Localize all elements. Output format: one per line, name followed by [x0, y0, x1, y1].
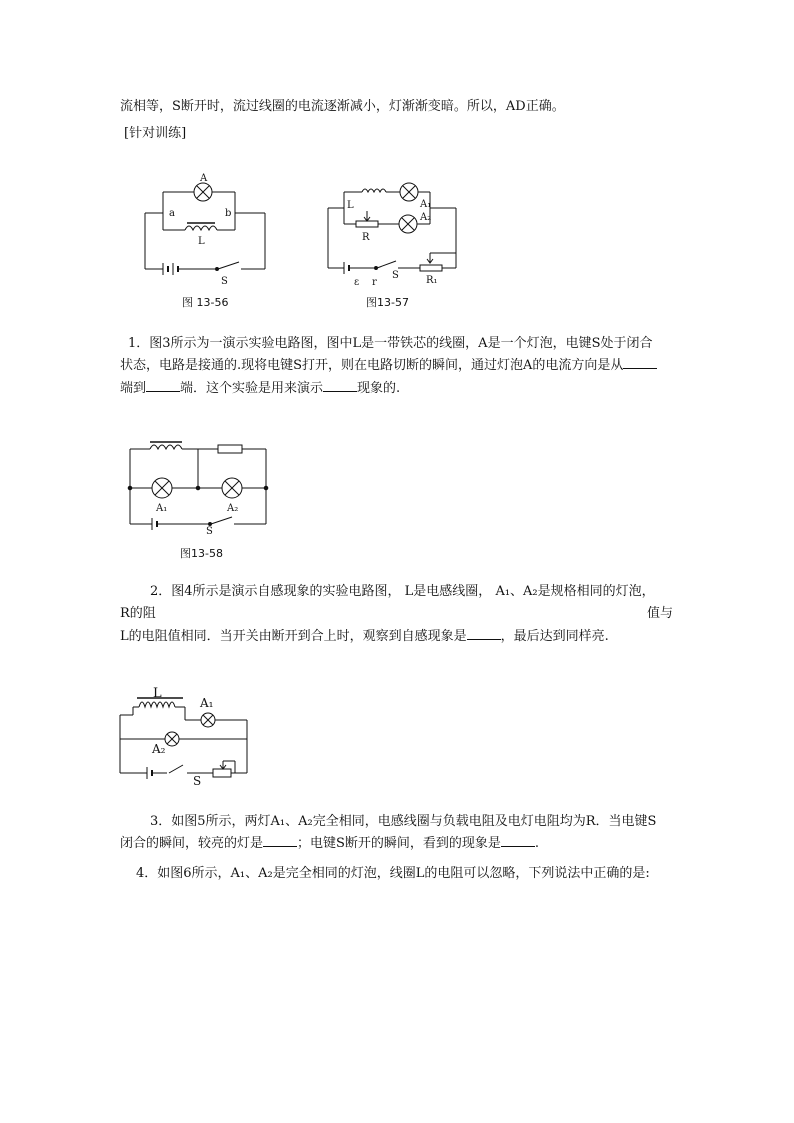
coil-label: L: [347, 200, 354, 211]
lamp-a2-label: A₂: [227, 503, 239, 514]
q1-blank-1: [623, 356, 657, 369]
node-b-label: b: [225, 208, 232, 219]
q3-line2: [120, 834, 539, 854]
coil-icon: [139, 702, 175, 707]
q3-line2-text-c: .: [534, 836, 540, 851]
switch-icon: [218, 262, 239, 269]
intro-line: 流相等，S断开时，流过线圈的电流逐渐减小，灯渐渐变暗。所以，AD正确。: [120, 99, 565, 114]
node-a-label: a: [169, 208, 175, 219]
lamp-a1-label: A₁: [200, 696, 214, 710]
q2-line2-right: 值与: [647, 606, 674, 621]
q1-line3: [120, 379, 400, 399]
figure-13-56-caption: 图 13-56: [182, 296, 229, 309]
rheostat-r-icon: [356, 221, 378, 227]
coil-icon: [185, 226, 217, 230]
coil-label: L: [198, 236, 205, 247]
q1-line3-text-b: 端．这个实验是用来演示: [180, 381, 324, 396]
figure-13-58-caption: 图13-58: [180, 547, 223, 560]
lamp-label: A: [200, 173, 208, 184]
coil-icon: [362, 189, 386, 192]
q2-line3-text-b: ，最后达到同样亮.: [500, 629, 609, 644]
q2-line3-text-a: L的电阻值相同．当开关由断开到合上时，观察到自感现象是: [120, 629, 467, 644]
q3-blank-1: [263, 834, 297, 847]
q1-line1: 1．图3所示为一演示实验电路图，图中L是一带铁芯的线圈，A是一个灯泡，电键S处于闭合: [128, 336, 653, 351]
q1-line3-text-c: 现象的.: [357, 381, 401, 396]
lamp-a2-label: A₂: [152, 742, 166, 756]
resistor-icon: [218, 445, 242, 453]
rheostat-icon: [213, 769, 231, 777]
lamp-a2-label: A₂: [420, 212, 432, 223]
coil-label: L: [153, 686, 162, 701]
emf-label: ε: [354, 277, 360, 288]
q1-blank-2: [146, 379, 180, 392]
figure-13-57-caption: 图13-57: [366, 296, 409, 309]
q4-line1: 4．如图6所示，A₁、A₂是完全相同的灯泡，线圈L的电阻可以忽略，下列说法中正确的是:: [136, 866, 650, 881]
switch-icon: [169, 765, 183, 773]
section-title: [针对训练]: [124, 126, 187, 141]
coil-icon: [150, 445, 182, 449]
figure-13-57: [322, 178, 462, 288]
q3-blank-2: [501, 834, 535, 847]
switch-label: S: [206, 526, 213, 537]
lamp-a1-label: A₁: [156, 503, 168, 514]
q3-line2-text-b: ；电键S断开的瞬间，看到的现象是: [297, 836, 501, 851]
figure-13-56: [135, 168, 275, 287]
rheostat-r-label: R: [362, 232, 370, 243]
rheostat-r1-icon: [420, 265, 442, 271]
switch-label: S: [193, 774, 202, 788]
switch-icon: [377, 261, 396, 268]
q2-blank: [467, 627, 501, 640]
internal-r-label: r: [372, 277, 377, 288]
q3-line2-text-a: 闭合的瞬间，较亮的灯是: [120, 836, 264, 851]
q1-blank-3: [323, 379, 357, 392]
switch-label: S: [221, 276, 228, 287]
switch-label: S: [392, 270, 399, 281]
q2-line1: 2．图4所示是演示自感现象的实验电路图， L是电感线圈， A₁、A₂是规格相同的灯泡，: [150, 584, 655, 599]
q1-line2-text: 状态，电路是接通的.现将电键S打开，则在电路切断的瞬间，通过灯泡A的电流方向是从: [120, 358, 624, 373]
switch-icon: [211, 517, 232, 524]
rheostat-r1-label: R₁: [426, 275, 438, 286]
q1-line2: [120, 356, 657, 376]
q1-line3-text-a: 端到: [120, 381, 147, 396]
q3-line1: 3．如图5所示，两灯A₁、A₂完全相同，电感线圈与负载电阻及电灯电阻均为R．当电键S: [150, 814, 657, 829]
figure-13-58: [120, 434, 280, 537]
q2-line3: [120, 627, 609, 647]
lamp-a1-label: A₁: [420, 199, 432, 210]
q2-line2-left: R的阻: [120, 606, 156, 621]
figure-5: [115, 685, 255, 788]
